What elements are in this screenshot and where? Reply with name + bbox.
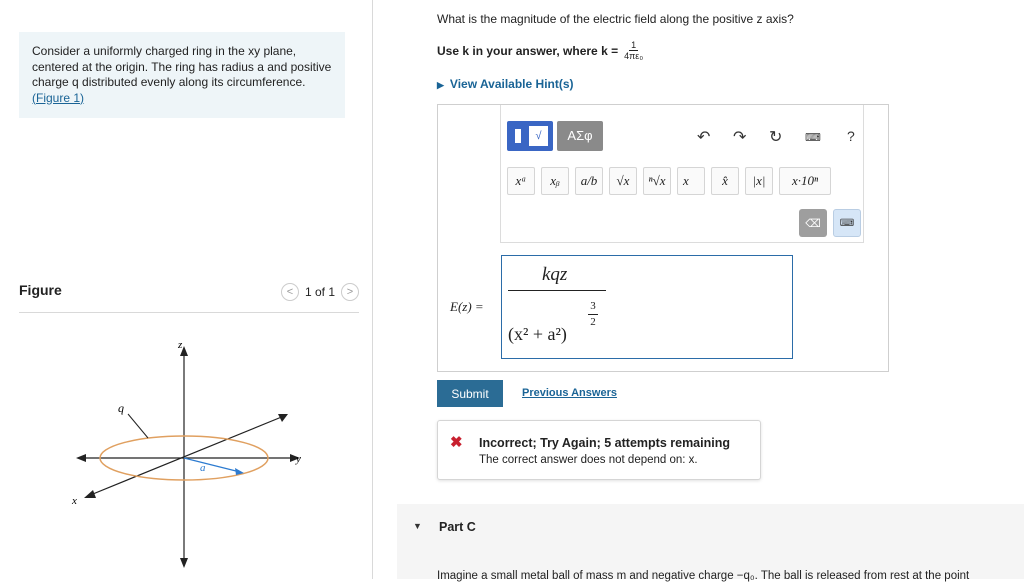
sci-notation-key[interactable]: x·10ⁿ: [779, 167, 831, 195]
templates-bar-icon: [515, 129, 521, 143]
k-numerator: 1: [631, 40, 637, 50]
intro-line-3: charge q distributed evenly along its circumference.: [32, 75, 306, 89]
feedback-box: [437, 420, 761, 480]
hint-label: View Available Hint(s): [449, 77, 574, 91]
answer-box: [437, 104, 889, 372]
intro-line-1: Consider a uniformly charged ring in the xy plane,: [32, 44, 297, 58]
x-label: x: [72, 495, 77, 507]
left-panel: [0, 0, 372, 579]
question-text: What is the magnitude of the electric field along the positive z axis?: [437, 12, 794, 26]
sqrt-key[interactable]: √x: [609, 167, 637, 195]
help-button[interactable]: ?: [847, 128, 855, 144]
answer-input[interactable]: [501, 255, 793, 359]
math-toolbar: [500, 105, 864, 243]
fraction-key[interactable]: a/b: [575, 167, 603, 195]
intro-line-2: centered at the origin. The ring has radius a and positive: [32, 59, 332, 74]
eq-exponent: [588, 300, 598, 329]
right-panel: [373, 0, 1024, 582]
backspace-icon[interactable]: ⌫: [799, 209, 827, 237]
greek-button[interactable]: ΑΣφ: [557, 121, 603, 151]
undo-icon[interactable]: ↶: [697, 129, 711, 146]
next-figure-button[interactable]: >: [341, 283, 359, 301]
part-c-text: Imagine a small metal ball of mass m and negative charge −q₀. The ball is released from rest at the point: [437, 570, 970, 582]
exp-numerator: 3: [590, 300, 596, 312]
charge-pointer: [128, 414, 148, 438]
figure-header: [19, 282, 359, 313]
part-c-label: Part C: [439, 520, 476, 534]
reset-icon[interactable]: ↻: [769, 129, 783, 146]
radius-line: [184, 458, 240, 472]
ring-figure: [60, 330, 320, 575]
templates-button[interactable]: [507, 121, 553, 151]
k-fraction: [624, 40, 643, 61]
nth-root-key[interactable]: ⁿ√x: [643, 167, 671, 195]
x-axis-arrow: [84, 490, 96, 498]
a-label: a: [200, 462, 206, 474]
figure-link[interactable]: (Figure 1): [32, 90, 85, 105]
y-label: y: [296, 453, 301, 465]
keyboard-icon[interactable]: ⌨: [805, 132, 821, 144]
eq-numerator: kqz: [542, 264, 568, 285]
y-axis-arrow-neg: [76, 454, 86, 462]
unit-vector-key[interactable]: x̂: [711, 167, 739, 195]
submit-button[interactable]: Submit: [437, 380, 503, 407]
abs-key[interactable]: |x|: [745, 167, 773, 195]
use-k-line: [437, 40, 643, 61]
toggle-keyboard-icon[interactable]: ⌨: [833, 209, 861, 237]
equation-lhs: E(z) =: [450, 299, 484, 314]
pager-count: 1 of 1: [304, 285, 335, 299]
exp-denominator: 2: [590, 316, 596, 328]
collapse-triangle-icon: ▼: [413, 521, 422, 531]
subscript-key[interactable]: xᵦ: [541, 167, 569, 195]
view-hints-toggle[interactable]: [437, 77, 574, 91]
redo-icon[interactable]: ↷: [733, 129, 747, 146]
figure-title: Figure: [19, 282, 62, 298]
previous-answers-link[interactable]: Previous Answers: [522, 387, 617, 399]
prev-figure-button[interactable]: <: [281, 283, 299, 301]
part-c-section[interactable]: [397, 504, 1024, 582]
z-axis-arrow-neg: [180, 558, 188, 568]
math-keys: [507, 167, 831, 195]
vector-key[interactable]: x⃗: [677, 167, 705, 195]
feedback-title: Incorrect; Try Again; 5 attempts remaining: [479, 436, 730, 450]
problem-intro: [19, 32, 345, 118]
use-k-text: Use k in your answer, where k =: [437, 43, 619, 58]
exp-bar: [588, 314, 598, 315]
x-axis: [88, 416, 284, 496]
fraction-bar: [508, 290, 606, 291]
superscript-key[interactable]: xᵃ: [507, 167, 535, 195]
figure-pager: [281, 283, 359, 301]
error-x-icon: ✖: [450, 434, 463, 451]
eq-denominator: (x² + a²): [508, 324, 567, 344]
radical-icon: √: [529, 126, 548, 146]
feedback-message: The correct answer does not depend on: x.: [479, 454, 698, 466]
z-label: z: [178, 339, 183, 351]
expand-triangle-icon: ▶: [437, 80, 444, 90]
k-denominator: 4πε₀: [624, 51, 644, 61]
q-label: q: [118, 401, 124, 415]
